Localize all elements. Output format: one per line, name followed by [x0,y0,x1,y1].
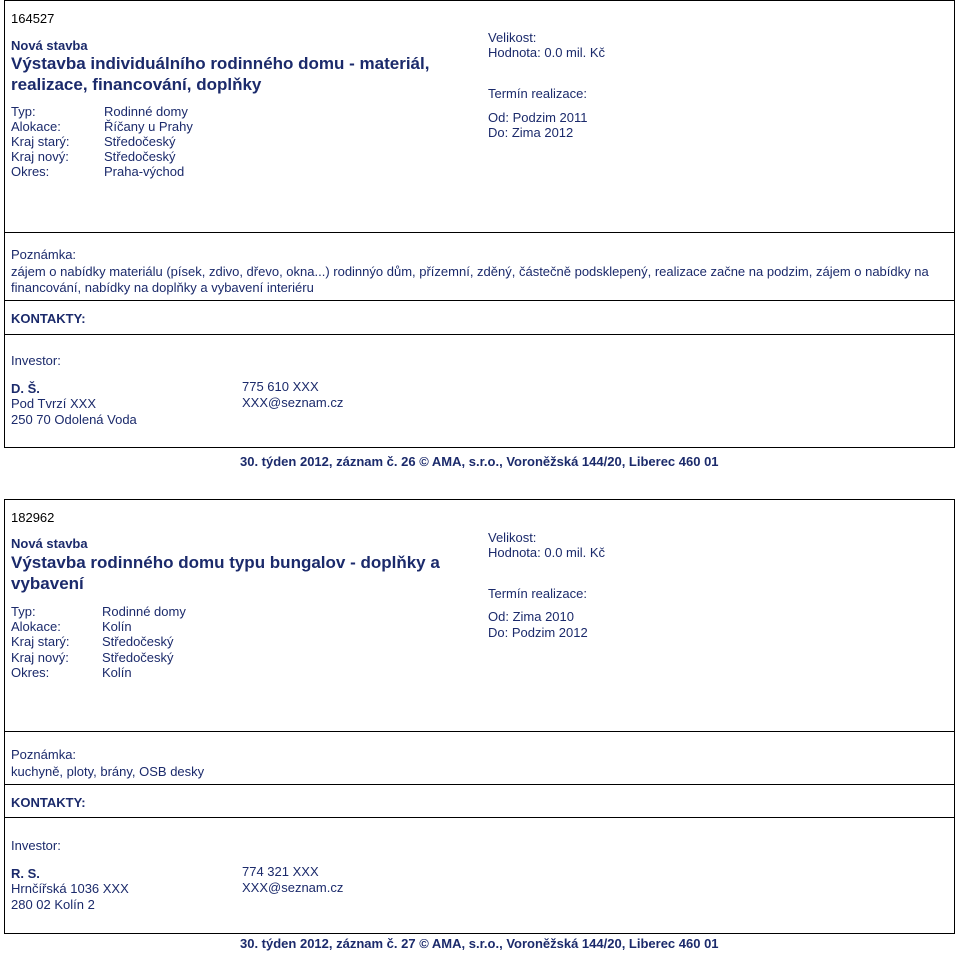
investor-street: Hrnčířská 1036 XXX [11,881,129,896]
field-allocation-value: Kolín [102,619,132,634]
note-text: kuchyně, ploty, brány, OSB desky [11,764,205,779]
term-label: Termín realizace: [488,586,587,601]
investor-city: 280 02 Kolín 2 [11,897,95,912]
field-district-value: Kolín [102,665,132,680]
size-label: Velikost: [488,530,537,545]
investor-email: XXX@seznam.cz [242,880,344,895]
investor-phone: 774 321 XXX [242,864,319,879]
field-allocation-label: Alokace: [11,619,61,634]
investor-phone: 775 610 XXX [242,379,319,394]
size-value: Hodnota: 0.0 mil. Kč [488,545,606,560]
field-old-region-value: Středočeský [104,134,176,149]
field-district-value: Praha-východ [104,164,185,179]
field-district-label: Okres: [11,164,50,179]
record-card [4,499,955,953]
term-from: Od: Zima 2010 [488,609,574,624]
record-footer: 30. týden 2012, záznam č. 27 © AMA, s.r.o., Voroněžská 144/20, Liberec 460 01 [240,936,719,951]
field-type-value: Rodinné domy [102,604,186,619]
investor-name: R. S. [11,866,40,881]
investor-street: Pod Tvrzí XXX [11,396,97,411]
term-to: Do: Zima 2012 [488,125,574,140]
investor-box [4,334,955,448]
term-label: Termín realizace: [488,86,587,101]
size-value: Hodnota: 0.0 mil. Kč [488,45,606,60]
record-stage: Nová stavba [11,536,88,551]
note-label: Poznámka: [11,247,77,262]
size-label: Velikost: [488,30,537,45]
field-new-region-label: Kraj nový: [11,149,69,164]
field-type-label: Typ: [11,104,36,119]
field-district-label: Okres: [11,665,50,680]
contacts-heading-box [4,784,955,818]
investor-email: XXX@seznam.cz [242,395,344,410]
investor-label: Investor: [11,838,61,853]
field-type-value: Rodinné domy [104,104,188,119]
note-text: zájem o nabídky materiálu (písek, zdivo, dřevo, okna...) rodinnýo dům, přízemní, zděný, částečně podsklepený, realizace začne na podzim, zájem o nabídky na financování, nabídky na doplňky a vybavení interiéru [11,264,929,295]
record-id: 164527 [11,11,55,26]
field-old-region-label: Kraj starý: [11,634,70,649]
investor-city: 250 70 Odolená Voda [11,412,137,427]
investor-label: Investor: [11,353,61,368]
field-new-region-value: Středočeský [104,149,176,164]
note-label: Poznámka: [11,747,77,762]
record-card [4,0,955,475]
field-old-region-value: Středočeský [102,634,174,649]
investor-name: D. Š. [11,381,40,396]
field-new-region-label: Kraj nový: [11,650,69,665]
record-title: Výstavba individuálního rodinného domu - materiál, realizace, financování, doplňky [11,54,430,94]
record-stage: Nová stavba [11,38,88,53]
record-footer: 30. týden 2012, záznam č. 26 © AMA, s.r.o., Voroněžská 144/20, Liberec 460 01 [240,454,719,469]
record-title: Výstavba rodinného domu typu bungalov - doplňky a vybavení [11,553,440,593]
term-to: Do: Podzim 2012 [488,625,588,640]
contacts-heading-box [4,300,955,335]
contacts-heading: KONTAKTY: [11,311,86,326]
record-id: 182962 [11,510,55,525]
field-allocation-label: Alokace: [11,119,61,134]
field-new-region-value: Středočeský [102,650,174,665]
field-type-label: Typ: [11,604,36,619]
term-from: Od: Podzim 2011 [488,110,588,125]
contacts-heading: KONTAKTY: [11,795,86,810]
investor-box [4,817,955,934]
field-old-region-label: Kraj starý: [11,134,70,149]
field-allocation-value: Říčany u Prahy [104,119,193,134]
